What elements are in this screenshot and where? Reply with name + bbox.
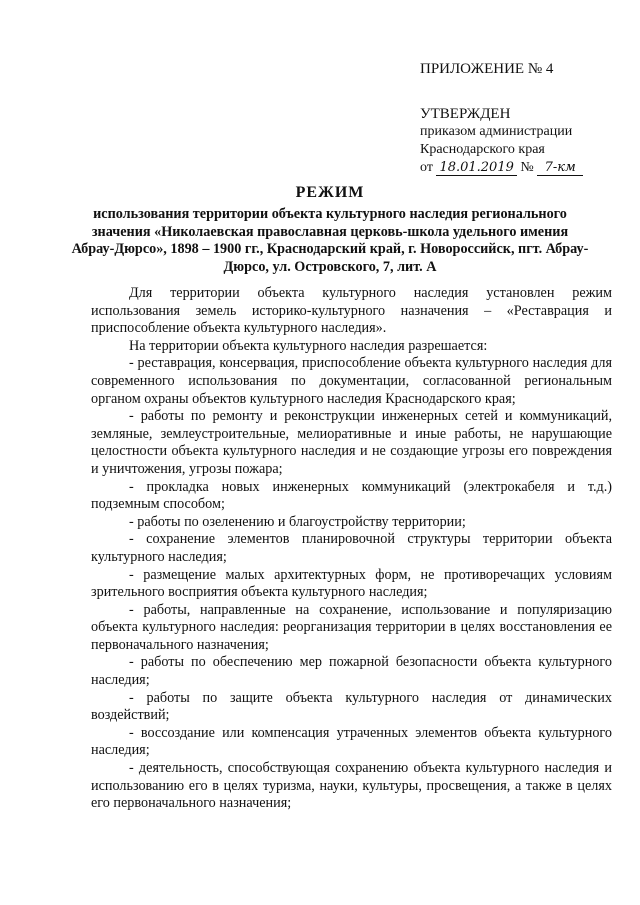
list-item: - воссоздание или компенсация утраченных элементов объекта культурного наследия;: [91, 724, 612, 759]
approved-by-line2: Краснодарского края: [420, 142, 545, 157]
list-item: - реставрация, консервация, приспособление объекта культурного наследия для современного использования по документации, согласованной региональным органом охраны объектов культурного наследия Краснодарского края;: [91, 355, 612, 407]
date-prefix: от: [420, 160, 433, 175]
order-number: 7-км: [537, 161, 583, 176]
list-item: - работы, направленные на сохранение, использование и популяризацию объекта культурного наследия: реорганизация территории в целях восстановления ее первоначального назначения;: [91, 601, 612, 653]
approval-block: [420, 60, 620, 177]
title-subtitle: использования территории объекта культурного наследия регионального значения «Николаевская православная церковь-школа удельного имения Абрау-Дюрсо», 1898 – 1900 гг., Краснодарский край, г. Новороссийск, пгт. Абрау-Дюрсо, ул. Островского, 7, лит. А: [71, 206, 589, 275]
paragraph: На территории объекта культурного наследия разрешается:: [129, 337, 488, 354]
list-item: - работы по защите объекта культурного наследия от динамических воздействий;: [91, 689, 612, 724]
title-heading: РЕЖИМ: [295, 184, 365, 201]
document-body: [91, 285, 612, 813]
list-item: - деятельность, способствующая сохранению объекта культурного наследия и использованию его в целях туризма, науки, культуры, просвещения, а также в целях его первоначального назначения;: [91, 760, 612, 812]
list-item: - работы по обеспечению мер пожарной безопасности объекта культурного наследия;: [91, 654, 612, 689]
document-title: [70, 184, 590, 276]
list-item: - работы по ремонту и реконструкции инженерных сетей и коммуникаций, земляные, землеустроительные, мелиоративные и иные работы, не нарушающие целостности объекта культурного наследия и не создающие угрозы его повреждения и уничтожения, угрозы пожара;: [91, 408, 612, 477]
approved-by-line1: приказом администрации: [420, 124, 573, 139]
order-date: 18.01.2019: [436, 161, 516, 176]
paragraph: Для территории объекта культурного наследия установлен режим использования земель историко-культурного назначения – «Реставрация и приспособление объекта культурного наследия».: [91, 285, 612, 337]
approved-label: УТВЕРЖДЕН: [420, 106, 511, 122]
list-item: - работы по озеленению и благоустройству территории;: [129, 513, 466, 530]
list-item: - размещение малых архитектурных форм, не противоречащих условиям зрительного восприятия объекта культурного наследия;: [91, 566, 612, 601]
list-item: - сохранение элементов планировочной структуры территории объекта культурного наследия;: [91, 531, 612, 565]
list-item: - прокладка новых инженерных коммуникаций (электрокабеля и т.д.) подземным способом;: [91, 478, 612, 513]
number-prefix: №: [520, 160, 534, 175]
appendix-label: ПРИЛОЖЕНИЕ № 4: [420, 61, 554, 77]
order-line: [420, 159, 620, 177]
